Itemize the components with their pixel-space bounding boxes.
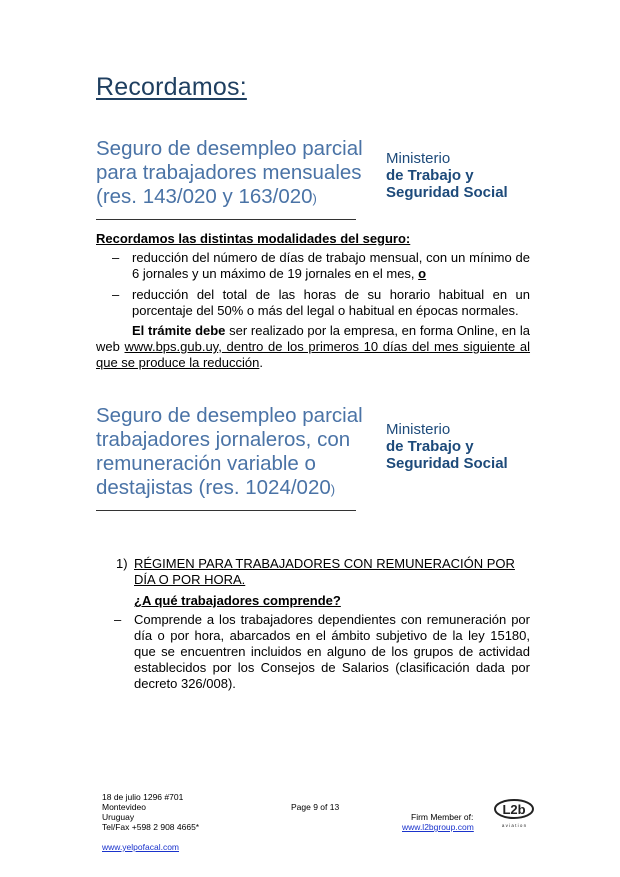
footer-address: 18 de julio 1296 #701 Montevideo Uruguay Tel/Fax +598 2 908 4665* <box>102 792 200 832</box>
section1-title: Seguro de desempleo parcial para trabajadores mensuales (res. 143/020 y 163/020) <box>96 137 363 208</box>
bps-link[interactable]: www.bps.gub.uy <box>124 339 219 354</box>
l2b-logo-icon <box>490 796 538 830</box>
website-link[interactable]: www.yelpofacal.com <box>102 842 180 852</box>
firm-link[interactable]: www.l2bgroup.com <box>402 822 474 832</box>
list-item: – reducción del total de las horas de su horario habitual en un porcentaje del 50% o más del legal o habitual en épocas normales. <box>112 287 530 318</box>
section2-divider <box>96 510 356 511</box>
tramite-paragraph: El trámite debe ser realizado por la empresa, en forma Online, en la web www.bps.gub.uy, dentro de los primeros 10 días del mes siguiente al que se produce la reducción. <box>96 323 531 370</box>
item-number: 1) <box>116 556 128 571</box>
section1-divider <box>96 219 356 220</box>
firm-member-label: Firm Member of: <box>411 812 474 822</box>
ministerio-logo: Ministerio de Trabajo y Seguridad Social <box>386 150 508 201</box>
question-heading: ¿A qué trabajadores comprende? <box>134 593 341 608</box>
l2b-logo <box>490 796 538 830</box>
ministerio-logo: Ministerio de Trabajo y Seguridad Social <box>386 421 508 472</box>
section2-title: Seguro de desempleo parcial trabajadores jornaleros, con remuneración variable o destajistas (res. 1024/020) <box>96 404 363 499</box>
svg-text:L2b: L2b <box>502 802 526 817</box>
page-number: Page 9 of 13 <box>291 802 340 812</box>
list-item: – reducción del número de días de trabajo mensual, con un mínimo de 6 jornales y un máximo de 19 jornales en el mes, o <box>112 250 530 281</box>
page-title: Recordamos: <box>96 73 247 101</box>
item-heading: RÉGIMEN PARA TRABAJADORES CON REMUNERACIÓN POR DÍA O POR HORA. <box>134 556 515 587</box>
svg-text:a v i a t i o n: a v i a t i o n <box>501 823 527 828</box>
list-item: – Comprende a los trabajadores dependientes con remuneración por día o por hora, abarcados en el ámbito subjetivo de la ley 15180, que se encuentren incluidos en alguno de los grupos de actividad establecidos por los Consejos de Salarios (clasificación dada por decreto 326/008). <box>114 612 530 691</box>
section1-heading: Recordamos las distintas modalidades del seguro: <box>96 231 411 246</box>
